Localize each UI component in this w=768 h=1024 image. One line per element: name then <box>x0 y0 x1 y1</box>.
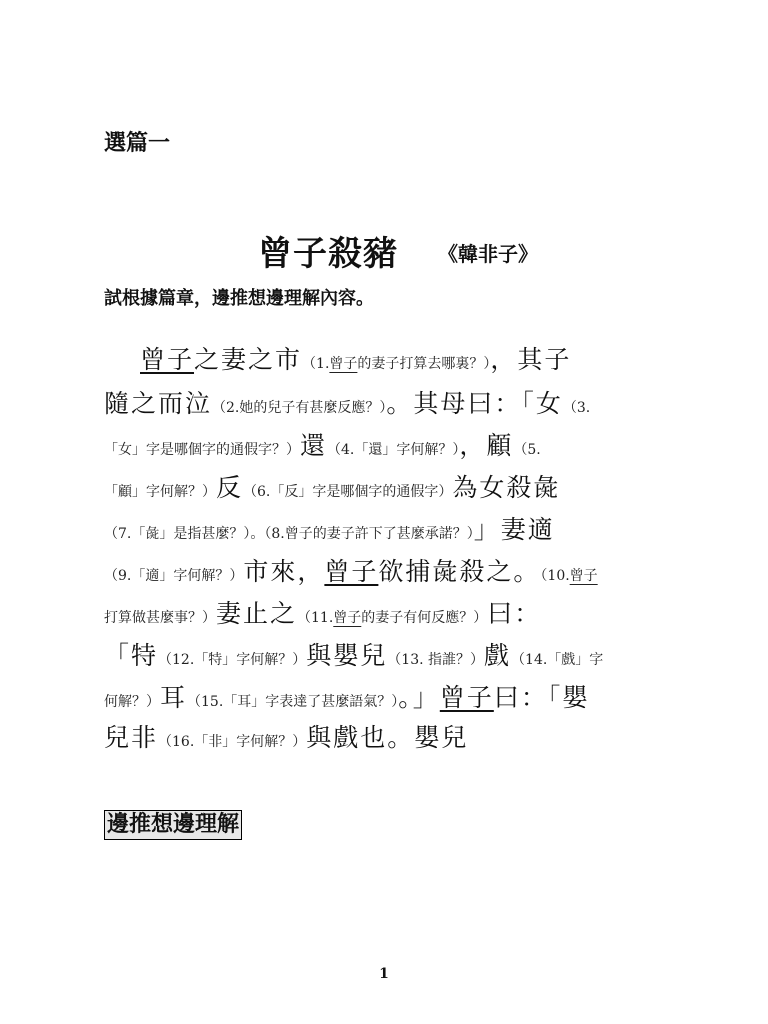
passage-text: 與嬰兒 <box>306 641 388 670</box>
question-note: （14.「戲」字 <box>511 652 604 668</box>
question-note: 「女」字是哪個字的通假字？） <box>104 442 300 458</box>
page-number: 1 <box>379 966 389 982</box>
passage-text: 為女殺彘 <box>452 473 561 502</box>
passage-line-3 <box>104 426 694 466</box>
instruction-text: 試根據篇章，邊推想邊理解內容。 <box>104 288 374 309</box>
question-note: （4.「還」字何解？） <box>327 442 460 458</box>
passage-name: 曾子 <box>140 345 195 374</box>
passage-line-10 <box>104 718 694 758</box>
passage-line-2 <box>104 384 694 424</box>
passage-name: 曾子 <box>439 683 494 712</box>
passage-line-6 <box>104 552 694 592</box>
question-note: （9.「適」字何解？） <box>104 568 244 584</box>
question-note: （1. <box>302 356 330 372</box>
question-note: 何解？） <box>104 694 160 710</box>
passage-text: 欲捕彘殺之。 <box>378 557 541 586</box>
bottom-heading: 邊推想邊理解 <box>104 810 242 840</box>
question-note: （5. <box>513 442 541 458</box>
question-note: （3. <box>562 400 591 416</box>
passage-text: 。」 <box>398 683 440 712</box>
passage-text: 戲 <box>484 641 512 670</box>
passage-text: 曰：「嬰 <box>493 683 590 712</box>
passage-name: 曾子 <box>324 557 379 586</box>
question-note: （10. <box>540 568 570 584</box>
page-title: 曾子殺豬 <box>258 234 398 274</box>
author-label: 《韓非子》 <box>438 242 538 266</box>
question-name: 曾子 <box>329 356 358 372</box>
passage-text: 與戲也。嬰兒 <box>306 723 469 752</box>
passage-text: 兒非 <box>104 723 159 752</box>
question-note: （6.「反」字是哪個字的通假字） <box>243 484 453 500</box>
passage-text: 。其母曰：「女 <box>386 389 563 418</box>
question-note: （13. 指誰？） <box>387 652 485 668</box>
question-note: 的妻子打算去哪裏？） <box>357 356 491 372</box>
passage-text: ，其子 <box>490 345 572 374</box>
passage-text: ，顧 <box>459 431 514 460</box>
passage-text: 耳 <box>160 683 188 712</box>
question-note: （16.「非」字何解？） <box>158 734 307 750</box>
passage-text: 妻止之 <box>216 599 298 628</box>
passage-text: 曰： <box>487 599 542 628</box>
question-note: 打算做甚麼事？） <box>104 610 216 626</box>
passage-text: 「特 <box>104 641 159 670</box>
question-note: （2.她的兒子有甚麼反應？） <box>212 400 387 416</box>
passage-line-7 <box>104 594 694 634</box>
passage-line-4 <box>104 468 694 508</box>
section-heading: 選篇一 <box>104 131 171 156</box>
question-note: （11. <box>297 610 334 626</box>
question-note: （12.「特」字何解？） <box>158 652 307 668</box>
passage-line-8 <box>104 636 694 676</box>
passage-text: 市來， <box>243 557 325 586</box>
question-name: 曾子 <box>333 610 362 626</box>
passage-text: 之妻之市 <box>194 345 303 374</box>
question-note: （7.「彘」是指甚麼？）。（8.曾子的妻子許下了甚麼承諾？） <box>104 526 474 542</box>
question-note: 「顧」字何解？） <box>104 484 216 500</box>
passage-text: 」妻適 <box>473 515 555 544</box>
question-note: 的妻子有何反應？） <box>361 610 488 626</box>
passage-text: 反 <box>216 473 244 502</box>
passage-line-9 <box>104 678 694 718</box>
passage-text: 還 <box>300 431 328 460</box>
passage-line-1 <box>140 340 730 380</box>
question-name: 曾子 <box>569 568 598 584</box>
passage-text: 隨之而泣 <box>104 389 213 418</box>
question-note: （15.「耳」字表達了甚麼語氣？） <box>187 694 399 710</box>
passage-line-5 <box>104 510 694 550</box>
